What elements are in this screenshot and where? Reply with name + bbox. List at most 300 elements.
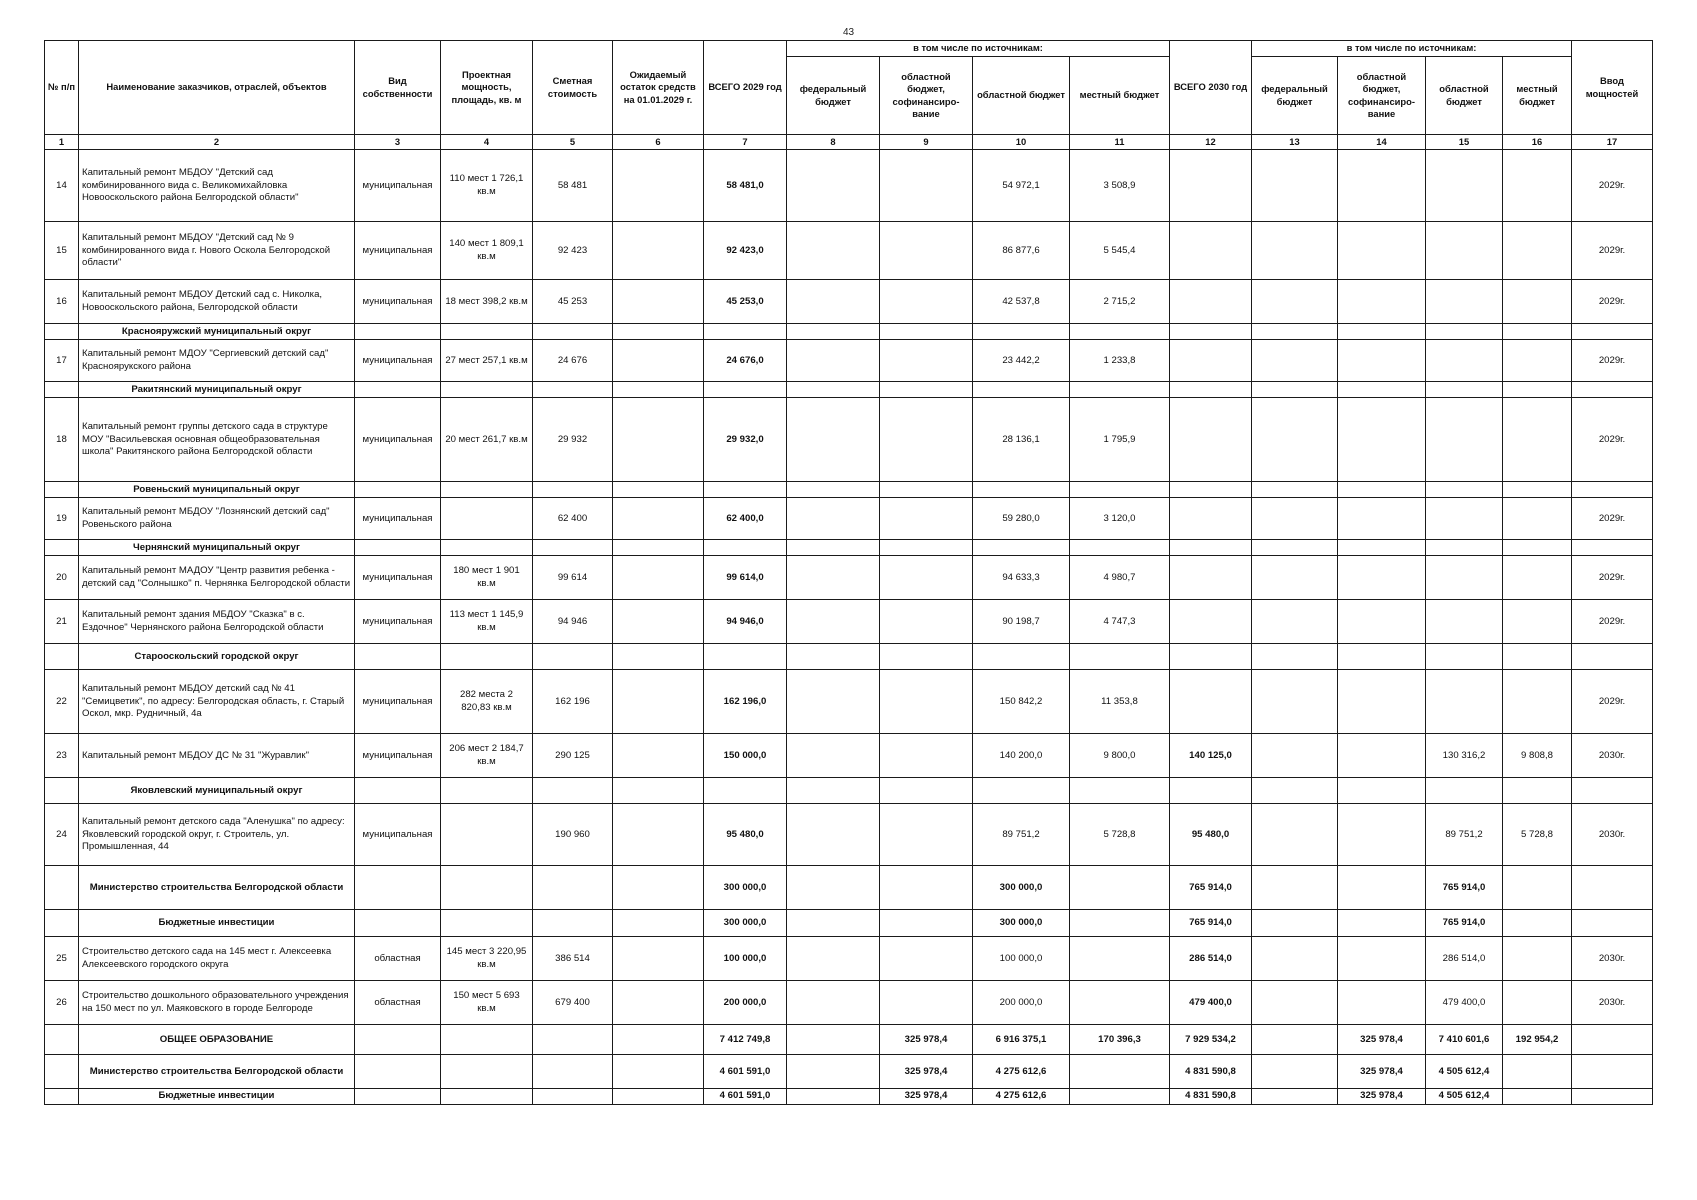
empty-cell — [787, 482, 880, 498]
amount-cell: 11 353,8 — [1070, 670, 1170, 734]
amount-cell — [1252, 556, 1338, 600]
amount-cell — [787, 1089, 880, 1105]
empty-cell — [45, 1025, 79, 1055]
amount-cell — [1503, 670, 1572, 734]
section-title: Яковлевский муниципальный округ — [79, 778, 355, 804]
estimate-cell: 386 514 — [533, 937, 613, 981]
empty-cell — [1170, 644, 1252, 670]
empty-cell — [704, 382, 787, 398]
total-2029-cell: 58 481,0 — [704, 150, 787, 222]
empty-cell — [613, 324, 704, 340]
amount-cell: 7 410 601,6 — [1426, 1025, 1503, 1055]
empty-cell — [533, 644, 613, 670]
column-number-cell: 8 — [787, 135, 880, 150]
amount-cell — [880, 280, 973, 324]
empty-cell — [1503, 324, 1572, 340]
table-row — [45, 556, 1653, 600]
empty-cell — [441, 482, 533, 498]
col-federal-2029-header: федеральный бюджет — [787, 57, 880, 135]
estimate-cell: 29 932 — [533, 398, 613, 482]
estimate-cell: 62 400 — [533, 498, 613, 540]
table-row — [45, 222, 1653, 280]
column-numbers-row — [45, 135, 1653, 150]
row-number: 14 — [45, 150, 79, 222]
total-2030-cell — [1170, 150, 1252, 222]
empty-cell — [533, 1055, 613, 1089]
column-number-cell: 12 — [1170, 135, 1252, 150]
empty-cell — [355, 778, 441, 804]
amount-cell: 479 400,0 — [1426, 981, 1503, 1025]
empty-cell — [787, 324, 880, 340]
empty-cell — [880, 324, 973, 340]
capacity-cell: 150 мест 5 693 кв.м — [441, 981, 533, 1025]
empty-cell — [613, 910, 704, 937]
row-number: 26 — [45, 981, 79, 1025]
object-name: Капитальный ремонт МБДОУ ДС № 31 "Журавлик" — [79, 734, 355, 778]
group-title: Бюджетные инвестиции — [79, 910, 355, 937]
commissioning-cell: 2030г. — [1572, 804, 1653, 866]
amount-cell: 9 808,8 — [1503, 734, 1572, 778]
amount-cell: 4 275 612,6 — [973, 1089, 1070, 1105]
empty-cell — [355, 1055, 441, 1089]
table-row — [45, 734, 1653, 778]
amount-cell — [1426, 222, 1503, 280]
amount-cell — [1503, 1055, 1572, 1089]
empty-cell — [1426, 482, 1503, 498]
amount-cell — [1426, 150, 1503, 222]
table-row — [45, 398, 1653, 482]
remainder-cell — [613, 150, 704, 222]
empty-cell — [787, 778, 880, 804]
empty-cell — [1426, 540, 1503, 556]
amount-cell — [1252, 981, 1338, 1025]
amount-cell: 42 537,8 — [973, 280, 1070, 324]
remainder-cell — [613, 981, 704, 1025]
empty-cell — [1170, 482, 1252, 498]
section-row — [45, 324, 1653, 340]
amount-cell — [787, 280, 880, 324]
empty-cell — [613, 866, 704, 910]
object-name: Капитальный ремонт МБДОУ "Детский сад комбинированного вида с. Великомихайловка Новооскольского района Белгородской области" — [79, 150, 355, 222]
amount-cell: 100 000,0 — [973, 937, 1070, 981]
amount-cell — [880, 866, 973, 910]
column-number-cell: 3 — [355, 135, 441, 150]
empty-cell — [441, 778, 533, 804]
column-number-cell: 4 — [441, 135, 533, 150]
empty-cell — [1572, 1089, 1653, 1105]
total-2029-cell: 95 480,0 — [704, 804, 787, 866]
empty-cell — [704, 644, 787, 670]
commissioning-cell: 2029г. — [1572, 280, 1653, 324]
ownership-cell: муниципальная — [355, 670, 441, 734]
empty-cell — [1572, 324, 1653, 340]
amount-cell: 59 280,0 — [973, 498, 1070, 540]
empty-cell — [613, 540, 704, 556]
amount-cell — [880, 804, 973, 866]
empty-cell — [1338, 644, 1426, 670]
ownership-cell: муниципальная — [355, 398, 441, 482]
column-number-cell: 14 — [1338, 135, 1426, 150]
amount-cell — [880, 910, 973, 937]
amount-cell — [1252, 340, 1338, 382]
total-2029-cell: 100 000,0 — [704, 937, 787, 981]
empty-cell — [1252, 540, 1338, 556]
amount-cell — [1252, 734, 1338, 778]
empty-cell — [613, 1089, 704, 1105]
amount-cell — [880, 150, 973, 222]
group-total-row — [45, 866, 1653, 910]
section-title: Краснояружский муниципальный округ — [79, 324, 355, 340]
empty-cell — [1426, 778, 1503, 804]
empty-cell — [533, 482, 613, 498]
amount-cell — [1338, 340, 1426, 382]
estimate-cell: 92 423 — [533, 222, 613, 280]
section-row — [45, 778, 1653, 804]
amount-cell — [1426, 280, 1503, 324]
amount-cell — [1252, 1025, 1338, 1055]
empty-cell — [973, 540, 1070, 556]
section-row — [45, 540, 1653, 556]
group-title: Бюджетные инвестиции — [79, 1089, 355, 1105]
commissioning-cell: 2030г. — [1572, 734, 1653, 778]
object-name: Капитальный ремонт здания МБДОУ "Сказка" в с. Ездочное" Чернянского района Белгородской области — [79, 600, 355, 644]
ownership-cell: муниципальная — [355, 222, 441, 280]
amount-cell: 4 831 590,8 — [1170, 1089, 1252, 1105]
amount-cell: 54 972,1 — [973, 150, 1070, 222]
amount-cell: 5 728,8 — [1070, 804, 1170, 866]
row-number: 23 — [45, 734, 79, 778]
amount-cell — [880, 498, 973, 540]
amount-cell — [1426, 340, 1503, 382]
amount-cell: 90 198,7 — [973, 600, 1070, 644]
object-name: Капитальный ремонт МБДОУ "Лознянский детский сад" Ровеньского района — [79, 498, 355, 540]
amount-cell — [1338, 280, 1426, 324]
col-num-header: № п/п — [45, 41, 79, 135]
empty-cell — [1572, 382, 1653, 398]
column-number-cell: 10 — [973, 135, 1070, 150]
col-total-2029-header: ВСЕГО 2029 год — [704, 41, 787, 135]
empty-cell — [787, 540, 880, 556]
amount-cell — [1338, 910, 1426, 937]
empty-cell — [1426, 382, 1503, 398]
amount-cell — [1338, 804, 1426, 866]
empty-cell — [533, 324, 613, 340]
sources-2029-header: в том числе по источникам: — [787, 41, 1170, 57]
row-number: 22 — [45, 670, 79, 734]
row-number: 19 — [45, 498, 79, 540]
amount-cell — [787, 222, 880, 280]
total-2029-cell: 45 253,0 — [704, 280, 787, 324]
remainder-cell — [613, 222, 704, 280]
empty-cell — [1070, 644, 1170, 670]
amount-cell — [1252, 398, 1338, 482]
empty-cell — [355, 382, 441, 398]
empty-cell — [1170, 540, 1252, 556]
amount-cell — [1338, 398, 1426, 482]
row-number: 15 — [45, 222, 79, 280]
section-title: Ракитянский муниципальный округ — [79, 382, 355, 398]
total-2029-cell: 62 400,0 — [704, 498, 787, 540]
total-2030-cell — [1170, 280, 1252, 324]
table-row — [45, 498, 1653, 540]
amount-cell: 94 633,3 — [973, 556, 1070, 600]
empty-cell — [880, 778, 973, 804]
commissioning-cell: 2029г. — [1572, 150, 1653, 222]
total-2030-cell — [1170, 498, 1252, 540]
amount-cell — [1252, 222, 1338, 280]
amount-cell — [1252, 600, 1338, 644]
empty-cell — [613, 1025, 704, 1055]
empty-cell — [533, 1089, 613, 1105]
column-number-cell: 13 — [1252, 135, 1338, 150]
investment-table — [44, 40, 1653, 1105]
section-row — [45, 382, 1653, 398]
amount-cell: 765 914,0 — [1426, 866, 1503, 910]
remainder-cell — [613, 804, 704, 866]
section-title: Старооскольский городской округ — [79, 644, 355, 670]
amount-cell: 325 978,4 — [880, 1025, 973, 1055]
amount-cell: 765 914,0 — [1426, 910, 1503, 937]
empty-cell — [880, 382, 973, 398]
empty-cell — [45, 1089, 79, 1105]
table-row — [45, 150, 1653, 222]
amount-cell — [1252, 498, 1338, 540]
empty-cell — [1252, 482, 1338, 498]
amount-cell: 3 120,0 — [1070, 498, 1170, 540]
amount-cell: 325 978,4 — [1338, 1089, 1426, 1105]
amount-cell: 765 914,0 — [1170, 866, 1252, 910]
amount-cell — [787, 670, 880, 734]
amount-cell — [880, 222, 973, 280]
empty-cell — [704, 540, 787, 556]
amount-cell — [1503, 937, 1572, 981]
amount-cell — [1503, 150, 1572, 222]
empty-cell — [441, 1025, 533, 1055]
column-number-cell: 11 — [1070, 135, 1170, 150]
section-title: Ровеньский муниципальный округ — [79, 482, 355, 498]
column-number-cell: 15 — [1426, 135, 1503, 150]
amount-cell: 89 751,2 — [1426, 804, 1503, 866]
object-name: Капитальный ремонт МДОУ "Сергиевский детский сад" Красноярукского района — [79, 340, 355, 382]
empty-cell — [441, 644, 533, 670]
capacity-cell: 206 мест 2 184,7 кв.м — [441, 734, 533, 778]
estimate-cell: 45 253 — [533, 280, 613, 324]
empty-cell — [1572, 910, 1653, 937]
amount-cell — [1426, 398, 1503, 482]
empty-cell — [355, 1089, 441, 1105]
table-body — [45, 150, 1653, 1105]
capacity-cell: 20 мест 261,7 кв.м — [441, 398, 533, 482]
col-local-2030-header: местный бюджет — [1503, 57, 1572, 135]
group-title: Министерство строительства Белгородской области — [79, 866, 355, 910]
empty-cell — [441, 866, 533, 910]
estimate-cell: 94 946 — [533, 600, 613, 644]
col-federal-2030-header: федеральный бюджет — [1252, 57, 1338, 135]
amount-cell — [1338, 866, 1426, 910]
empty-cell — [973, 382, 1070, 398]
col-total-2030-header: ВСЕГО 2030 год — [1170, 41, 1252, 135]
empty-cell — [787, 382, 880, 398]
amount-cell — [1503, 398, 1572, 482]
empty-cell — [441, 540, 533, 556]
table-row — [45, 981, 1653, 1025]
amount-cell — [880, 937, 973, 981]
ownership-cell: областная — [355, 981, 441, 1025]
empty-cell — [1252, 778, 1338, 804]
amount-cell — [1070, 866, 1170, 910]
object-name: Капитальный ремонт МБДОУ "Детский сад № 9 комбинированного вида г. Нового Оскола Белгородской области" — [79, 222, 355, 280]
empty-cell — [441, 1055, 533, 1089]
empty-cell — [1572, 1025, 1653, 1055]
amount-cell — [787, 340, 880, 382]
amount-cell — [1338, 150, 1426, 222]
empty-cell — [880, 644, 973, 670]
estimate-cell: 190 960 — [533, 804, 613, 866]
amount-cell — [1252, 150, 1338, 222]
empty-cell — [973, 482, 1070, 498]
amount-cell — [1338, 498, 1426, 540]
empty-cell — [355, 866, 441, 910]
empty-cell — [45, 644, 79, 670]
empty-cell — [1170, 778, 1252, 804]
amount-cell — [1070, 1055, 1170, 1089]
amount-cell: 89 751,2 — [973, 804, 1070, 866]
total-2030-cell — [1170, 340, 1252, 382]
empty-cell — [973, 644, 1070, 670]
capacity-cell: 282 места 2 820,83 кв.м — [441, 670, 533, 734]
object-name: Строительство детского сада на 145 мест г. Алексеевка Алексеевского городского округа — [79, 937, 355, 981]
row-number: 20 — [45, 556, 79, 600]
amount-cell — [787, 866, 880, 910]
empty-cell — [880, 540, 973, 556]
amount-cell — [1252, 1089, 1338, 1105]
capacity-cell: 180 мест 1 901 кв.м — [441, 556, 533, 600]
empty-cell — [1338, 382, 1426, 398]
amount-cell: 192 954,2 — [1503, 1025, 1572, 1055]
amount-cell — [1252, 804, 1338, 866]
empty-cell — [533, 1025, 613, 1055]
amount-cell — [787, 600, 880, 644]
amount-cell: 130 316,2 — [1426, 734, 1503, 778]
capacity-cell: 18 мест 398,2 кв.м — [441, 280, 533, 324]
commissioning-cell: 2029г. — [1572, 600, 1653, 644]
remainder-cell — [613, 556, 704, 600]
sources-2030-header: в том числе по источникам: — [1252, 41, 1572, 57]
commissioning-cell: 2029г. — [1572, 498, 1653, 540]
amount-cell — [1338, 670, 1426, 734]
amount-cell: 4 505 612,4 — [1426, 1055, 1503, 1089]
capacity-cell: 113 мест 1 145,9 кв.м — [441, 600, 533, 644]
amount-cell — [787, 1055, 880, 1089]
amount-cell — [1338, 937, 1426, 981]
empty-cell — [1338, 540, 1426, 556]
section-row — [45, 644, 1653, 670]
amount-cell — [1070, 910, 1170, 937]
amount-cell: 4 505 612,4 — [1426, 1089, 1503, 1105]
empty-cell — [1572, 644, 1653, 670]
column-number-cell: 6 — [613, 135, 704, 150]
remainder-cell — [613, 398, 704, 482]
row-number: 21 — [45, 600, 79, 644]
amount-cell: 765 914,0 — [1170, 910, 1252, 937]
amount-cell — [1426, 600, 1503, 644]
col-ownership-header: Вид собственности — [355, 41, 441, 135]
remainder-cell — [613, 600, 704, 644]
group-total-row — [45, 1089, 1653, 1105]
amount-cell — [1503, 600, 1572, 644]
col-regional-2029-header: областной бюджет — [973, 57, 1070, 135]
amount-cell — [787, 498, 880, 540]
amount-cell — [880, 670, 973, 734]
amount-cell: 4 601 591,0 — [704, 1055, 787, 1089]
amount-cell: 4 601 591,0 — [704, 1089, 787, 1105]
empty-cell — [45, 482, 79, 498]
empty-cell — [45, 382, 79, 398]
page-number: 43 — [842, 27, 855, 38]
total-2030-cell: 95 480,0 — [1170, 804, 1252, 866]
amount-cell: 150 842,2 — [973, 670, 1070, 734]
total-2029-cell: 24 676,0 — [704, 340, 787, 382]
estimate-cell: 99 614 — [533, 556, 613, 600]
amount-cell: 4 747,3 — [1070, 600, 1170, 644]
empty-cell — [533, 778, 613, 804]
total-2029-cell: 150 000,0 — [704, 734, 787, 778]
amount-cell — [1252, 910, 1338, 937]
capacity-cell: 140 мест 1 809,1 кв.м — [441, 222, 533, 280]
commissioning-cell: 2029г. — [1572, 670, 1653, 734]
amount-cell — [787, 1025, 880, 1055]
row-number: 16 — [45, 280, 79, 324]
total-2029-cell: 99 614,0 — [704, 556, 787, 600]
amount-cell: 9 800,0 — [1070, 734, 1170, 778]
empty-cell — [1070, 482, 1170, 498]
capacity-cell: 110 мест 1 726,1 кв.м — [441, 150, 533, 222]
amount-cell: 6 916 375,1 — [973, 1025, 1070, 1055]
empty-cell — [355, 644, 441, 670]
empty-cell — [704, 778, 787, 804]
commissioning-cell: 2029г. — [1572, 340, 1653, 382]
amount-cell — [880, 340, 973, 382]
amount-cell — [1503, 981, 1572, 1025]
empty-cell — [441, 910, 533, 937]
empty-cell — [880, 482, 973, 498]
estimate-cell: 290 125 — [533, 734, 613, 778]
empty-cell — [45, 866, 79, 910]
ownership-cell: муниципальная — [355, 600, 441, 644]
empty-cell — [1338, 778, 1426, 804]
empty-cell — [1070, 778, 1170, 804]
amount-cell — [1503, 340, 1572, 382]
empty-cell — [704, 324, 787, 340]
amount-cell: 200 000,0 — [973, 981, 1070, 1025]
amount-cell: 325 978,4 — [1338, 1025, 1426, 1055]
empty-cell — [613, 778, 704, 804]
amount-cell — [880, 556, 973, 600]
empty-cell — [1503, 540, 1572, 556]
amount-cell — [880, 600, 973, 644]
capacity-cell — [441, 804, 533, 866]
col-local-2029-header: местный бюджет — [1070, 57, 1170, 135]
remainder-cell — [613, 340, 704, 382]
column-number-cell: 2 — [79, 135, 355, 150]
ownership-cell: муниципальная — [355, 556, 441, 600]
amount-cell: 1 233,8 — [1070, 340, 1170, 382]
column-number-cell: 9 — [880, 135, 973, 150]
ownership-cell: областная — [355, 937, 441, 981]
ownership-cell: муниципальная — [355, 280, 441, 324]
amount-cell — [1338, 222, 1426, 280]
total-2030-cell: 479 400,0 — [1170, 981, 1252, 1025]
